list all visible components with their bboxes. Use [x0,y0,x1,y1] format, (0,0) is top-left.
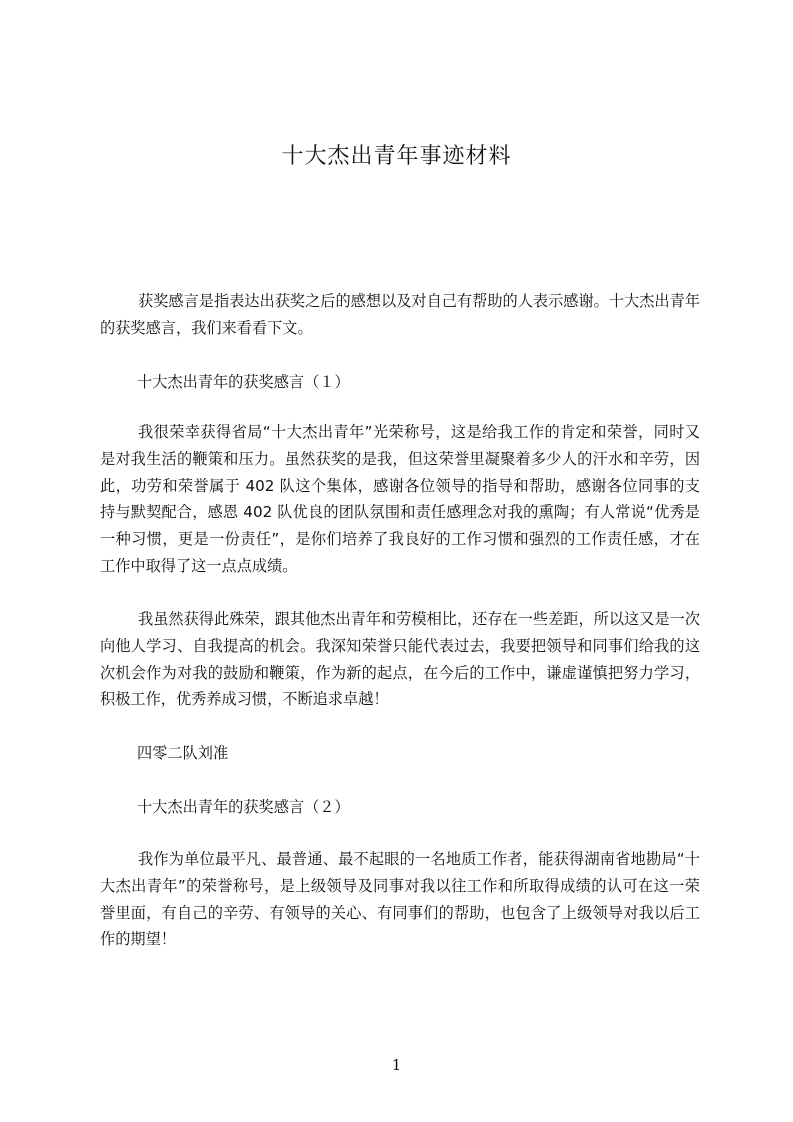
intro-paragraph: 获奖感言是指表达出获奖之后的感想以及对自己有帮助的人表示感谢。十大杰出青年的获奖感言，我们来看看下文。 [100,292,700,337]
document-title: 十大杰出青年事迹材料 [281,144,512,169]
speech-1-signature: 四零二队刘准 [137,744,229,762]
section-heading-1: 十大杰出青年的获奖感言（１） [137,373,350,391]
speech-2-paragraph-1: 我作为单位最平凡、最普通、最不起眼的一名地质工作者，能获得湖南省地勘局“十大杰出青年”的荣誉称号，是上级领导及同事对我以往工作和所取得成绩的认可在这一荣誉里面，有自己的辛劳、有领导的关心、有同事们的帮助，也包含了上级领导对我以后工作的期望！ [100,850,700,949]
page-number: 1 [391,1056,402,1074]
section-heading-2: 十大杰出青年的获奖感言（２） [137,798,350,816]
speech-1-paragraph-1: 我很荣幸获得省局“十大杰出青年”光荣称号，这是给我工作的肯定和荣誉，同时又是对我生活的鞭策和压力。虽然获奖的是我，但这荣誉里凝聚着多少人的汗水和辛劳，因此，功劳和荣誉属于 402 队这个集体，感谢各位领导的指导和帮助，感谢各位同事的支持与默契配合，感恩 402 队优良的团队氛围和责任感理念对我的熏陶；有人常说“优秀是一种习惯，更是一份责任”，是你们培养了我良好的工作习惯和强烈的工作责任感，才在工作中取得了这一点点成绩。 [100,423,700,575]
speech-1-paragraph-2: 我虽然获得此殊荣，跟其他杰出青年和劳模相比，还存在一些差距，所以这又是一次向他人学习、自我提高的机会。我深知荣誉只能代表过去，我要把领导和同事们给我的这次机会作为对我的鼓励和鞭策，作为新的起点，在今后的工作中，谦虚谨慎把努力学习，积极工作，优秀养成习惯，不断追求卓越！ [100,610,700,709]
